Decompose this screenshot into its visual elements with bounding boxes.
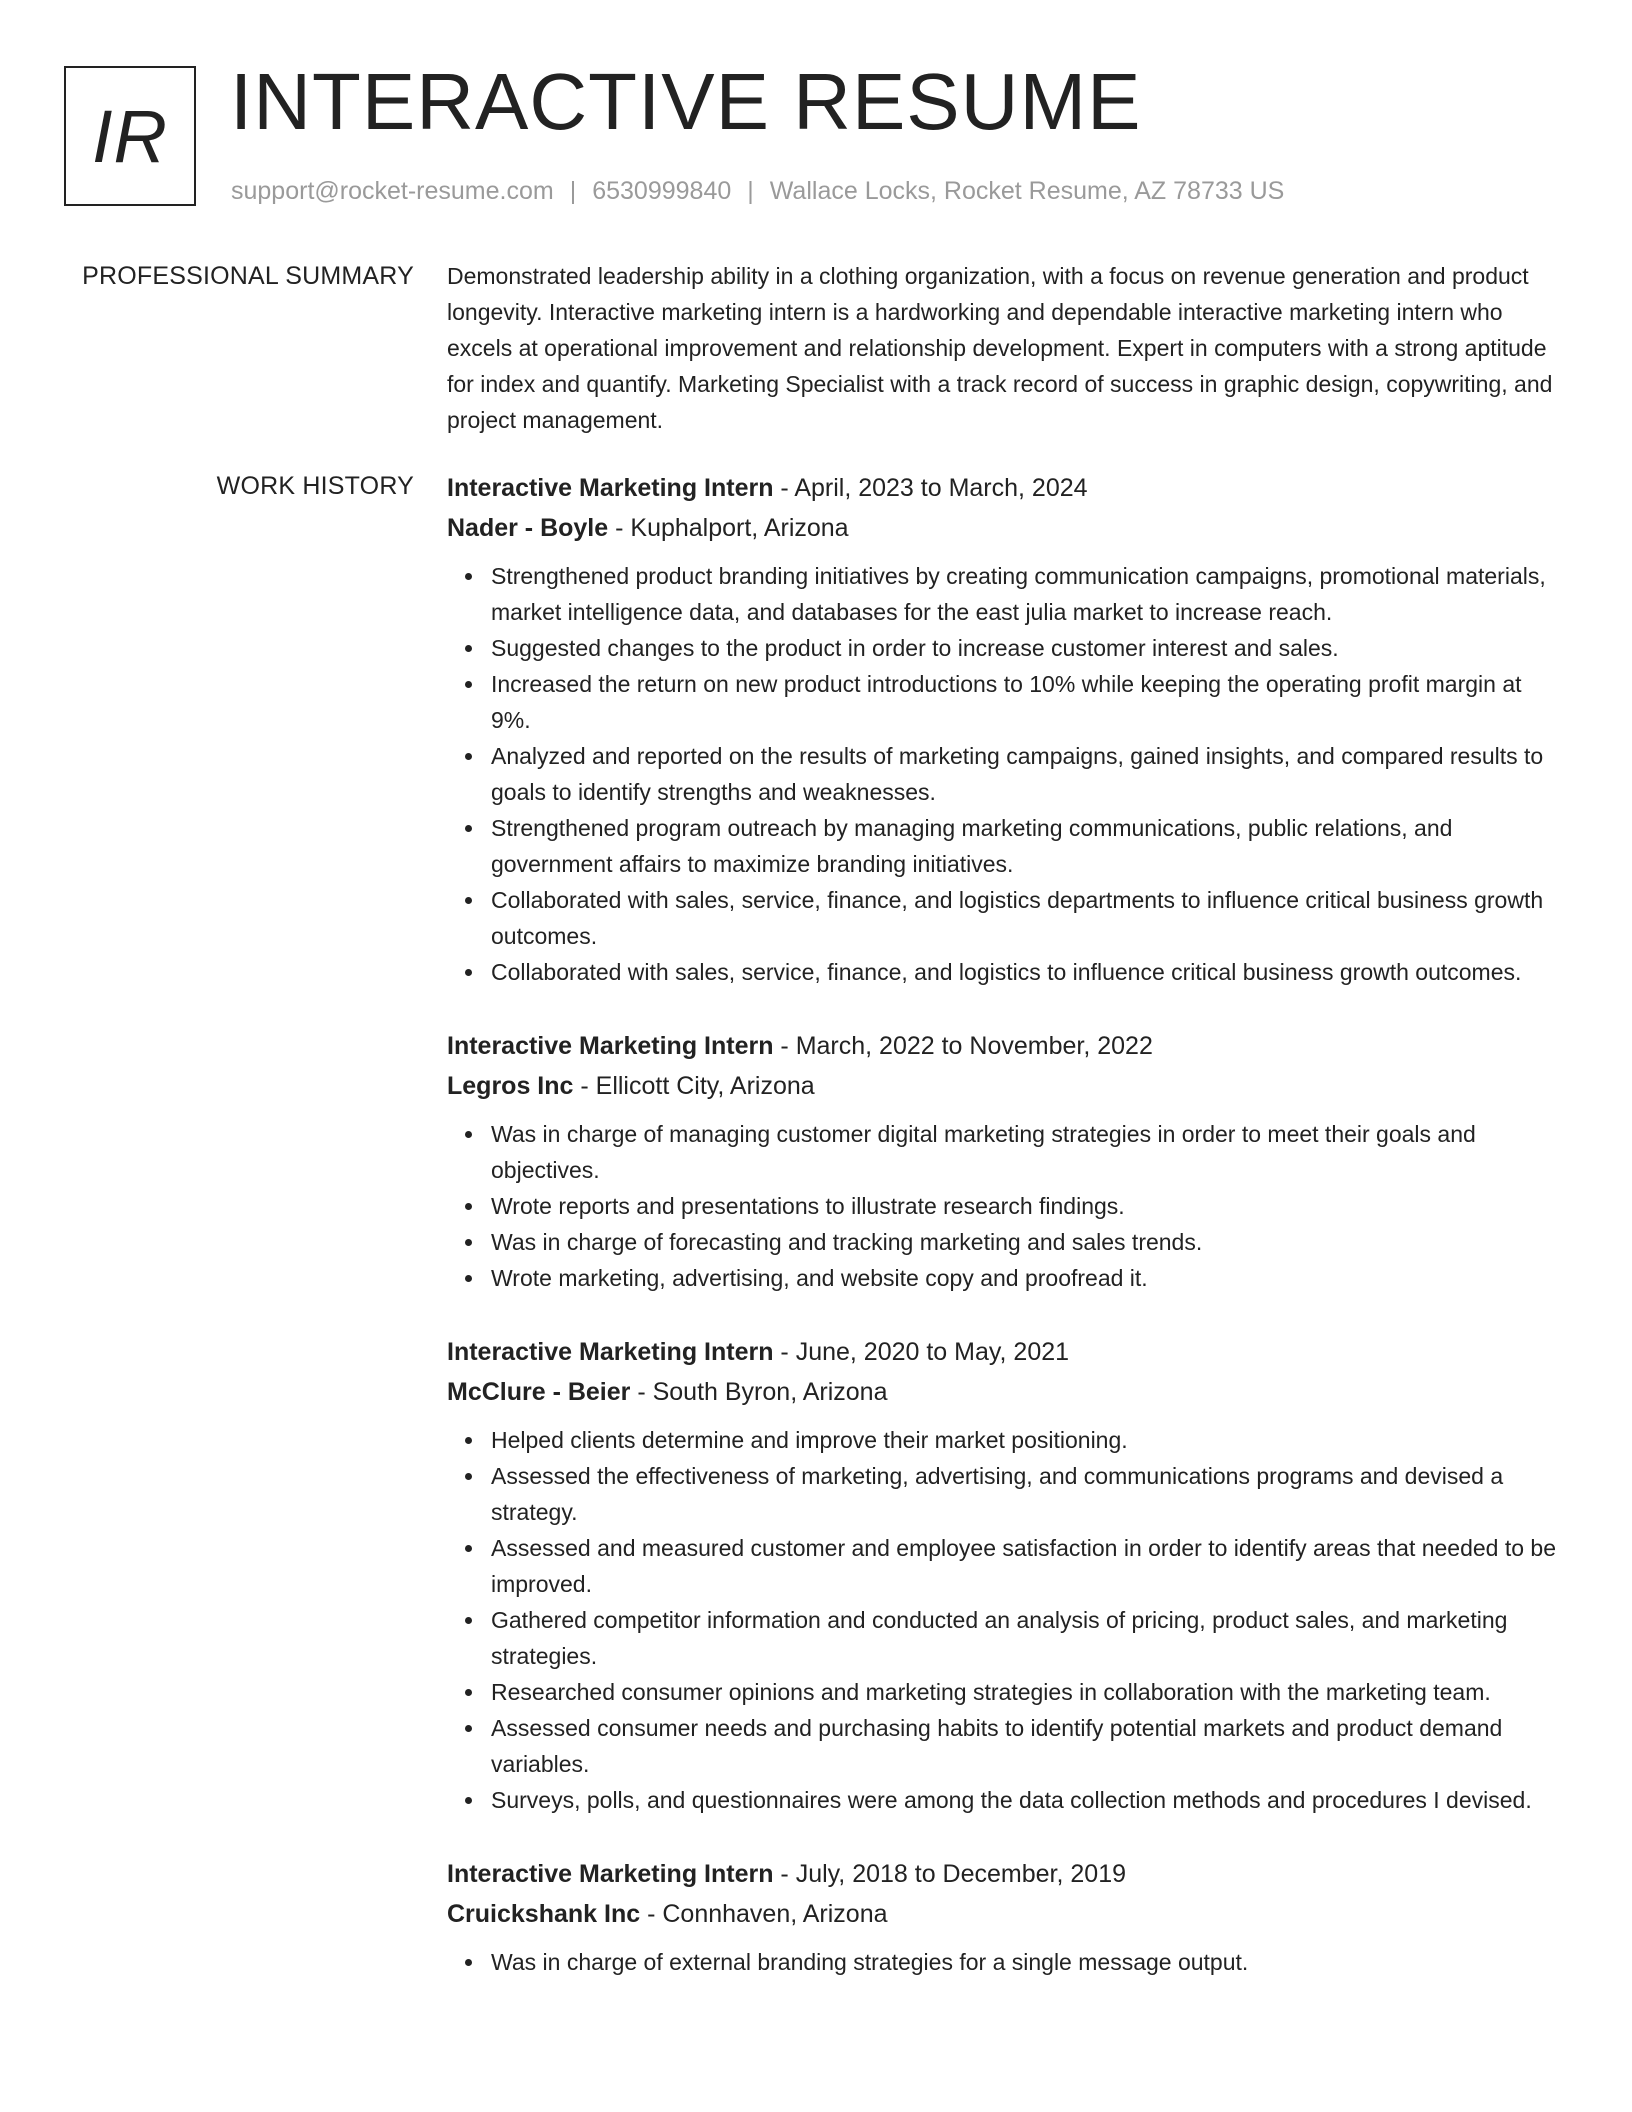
job-location: - Connhaven, Arizona (640, 1900, 888, 1928)
job-dates: - April, 2023 to March, 2024 (773, 474, 1088, 502)
job-bullet: Strengthened program outreach by managing marketing communications, public relations, and government affairs to maximize branding initiatives. (491, 810, 1565, 882)
job-bullet: Increased the return on new product introductions to 10% while keeping the operating profit margin at 9%. (491, 666, 1565, 738)
job-bullet: Assessed and measured customer and employee satisfaction in order to identify areas that needed to be improved. (491, 1530, 1565, 1602)
job-bullet: Was in charge of external branding strategies for a single message output. (491, 1944, 1565, 1980)
resume-name: INTERACTIVE RESUME (230, 57, 1142, 146)
job-bullet: Gathered competitor information and conducted an analysis of pricing, product sales, and marketing strategies. (491, 1602, 1565, 1674)
job-location: - Kuphalport, Arizona (608, 514, 849, 542)
job-title-line (447, 1332, 1565, 1372)
job-company-line (447, 1894, 1565, 1934)
job-title-line (447, 468, 1565, 508)
job-bullet-list (447, 1944, 1565, 1980)
job-bullet: Analyzed and reported on the results of marketing campaigns, gained insights, and compared results to goals to identify strengths and weaknesses. (491, 738, 1565, 810)
job-dates: - July, 2018 to December, 2019 (773, 1860, 1126, 1888)
job-location: - Ellicott City, Arizona (573, 1072, 815, 1100)
job-title-line (447, 1854, 1565, 1894)
job-dates: - June, 2020 to May, 2021 (773, 1338, 1070, 1366)
monogram-box (64, 66, 196, 206)
contact-separator: | (747, 177, 754, 205)
job-company-line (447, 508, 1565, 548)
section-label-work-history: WORK HISTORY (216, 472, 414, 500)
section-label-summary: PROFESSIONAL SUMMARY (82, 262, 414, 290)
job-dates: - March, 2022 to November, 2022 (773, 1032, 1153, 1060)
contact-email: support@rocket-resume.com (231, 177, 554, 205)
job-bullet-list (447, 558, 1565, 990)
work-history-body (447, 468, 1565, 2016)
job-bullet: Was in charge of managing customer digital marketing strategies in order to meet their goals and objectives. (491, 1116, 1565, 1188)
job-bullet: Collaborated with sales, service, finance, and logistics to influence critical business growth outcomes. (491, 954, 1565, 990)
job-company: Cruickshank Inc (447, 1900, 641, 1928)
job-entry (447, 1026, 1565, 1296)
job-company-line (447, 1372, 1565, 1412)
job-entry (447, 468, 1565, 990)
job-bullet: Wrote marketing, advertising, and website copy and proofread it. (491, 1260, 1565, 1296)
job-company: McClure - Beier (447, 1378, 631, 1406)
job-title: Interactive Marketing Intern (447, 1338, 774, 1366)
job-bullet: Helped clients determine and improve their market positioning. (491, 1422, 1565, 1458)
job-bullet: Suggested changes to the product in order to increase customer interest and sales. (491, 630, 1565, 666)
job-bullet-list (447, 1116, 1565, 1296)
job-bullet-list (447, 1422, 1565, 1818)
job-bullet: Assessed consumer needs and purchasing habits to identify potential markets and product demand variables. (491, 1710, 1565, 1782)
job-bullet: Was in charge of forecasting and tracking marketing and sales trends. (491, 1224, 1565, 1260)
monogram-initials: IR (92, 94, 168, 178)
summary-body (447, 258, 1565, 438)
job-company: Nader - Boyle (447, 514, 609, 542)
job-title: Interactive Marketing Intern (447, 1860, 774, 1888)
contact-phone: 6530999840 (592, 177, 732, 205)
summary-text: Demonstrated leadership ability in a clothing organization, with a focus on revenue generation and product longevity. Interactive marketing intern is a hardworking and dependable interactive marketing intern who excels at operational improvement and relationship development. Expert in computers with a strong aptitude for index and quantify. Marketing Specialist with a track record of success in graphic design, copywriting, and project management. (447, 263, 1553, 433)
job-bullet: Surveys, polls, and questionnaires were among the data collection methods and procedures I devised. (491, 1782, 1565, 1818)
contact-address: Wallace Locks, Rocket Resume, AZ 78733 US (769, 177, 1285, 205)
job-bullet: Assessed the effectiveness of marketing, advertising, and communications programs and devised a strategy. (491, 1458, 1565, 1530)
job-entry (447, 1332, 1565, 1818)
job-company-line (447, 1066, 1565, 1106)
job-location: - South Byron, Arizona (630, 1378, 888, 1406)
contact-line (231, 175, 1284, 207)
job-bullet: Researched consumer opinions and marketing strategies in collaboration with the marketing team. (491, 1674, 1565, 1710)
contact-separator: | (569, 177, 577, 205)
job-entry (447, 1854, 1565, 1980)
job-title: Interactive Marketing Intern (447, 474, 774, 502)
job-bullet: Wrote reports and presentations to illustrate research findings. (491, 1188, 1565, 1224)
job-title-line (447, 1026, 1565, 1066)
job-title: Interactive Marketing Intern (447, 1032, 774, 1060)
job-bullet: Strengthened product branding initiatives by creating communication campaigns, promotional materials, market intelligence data, and databases for the east julia market to increase reach. (491, 558, 1565, 630)
job-company: Legros Inc (447, 1072, 574, 1100)
job-bullet: Collaborated with sales, service, finance, and logistics departments to influence critical business growth outcomes. (491, 882, 1565, 954)
